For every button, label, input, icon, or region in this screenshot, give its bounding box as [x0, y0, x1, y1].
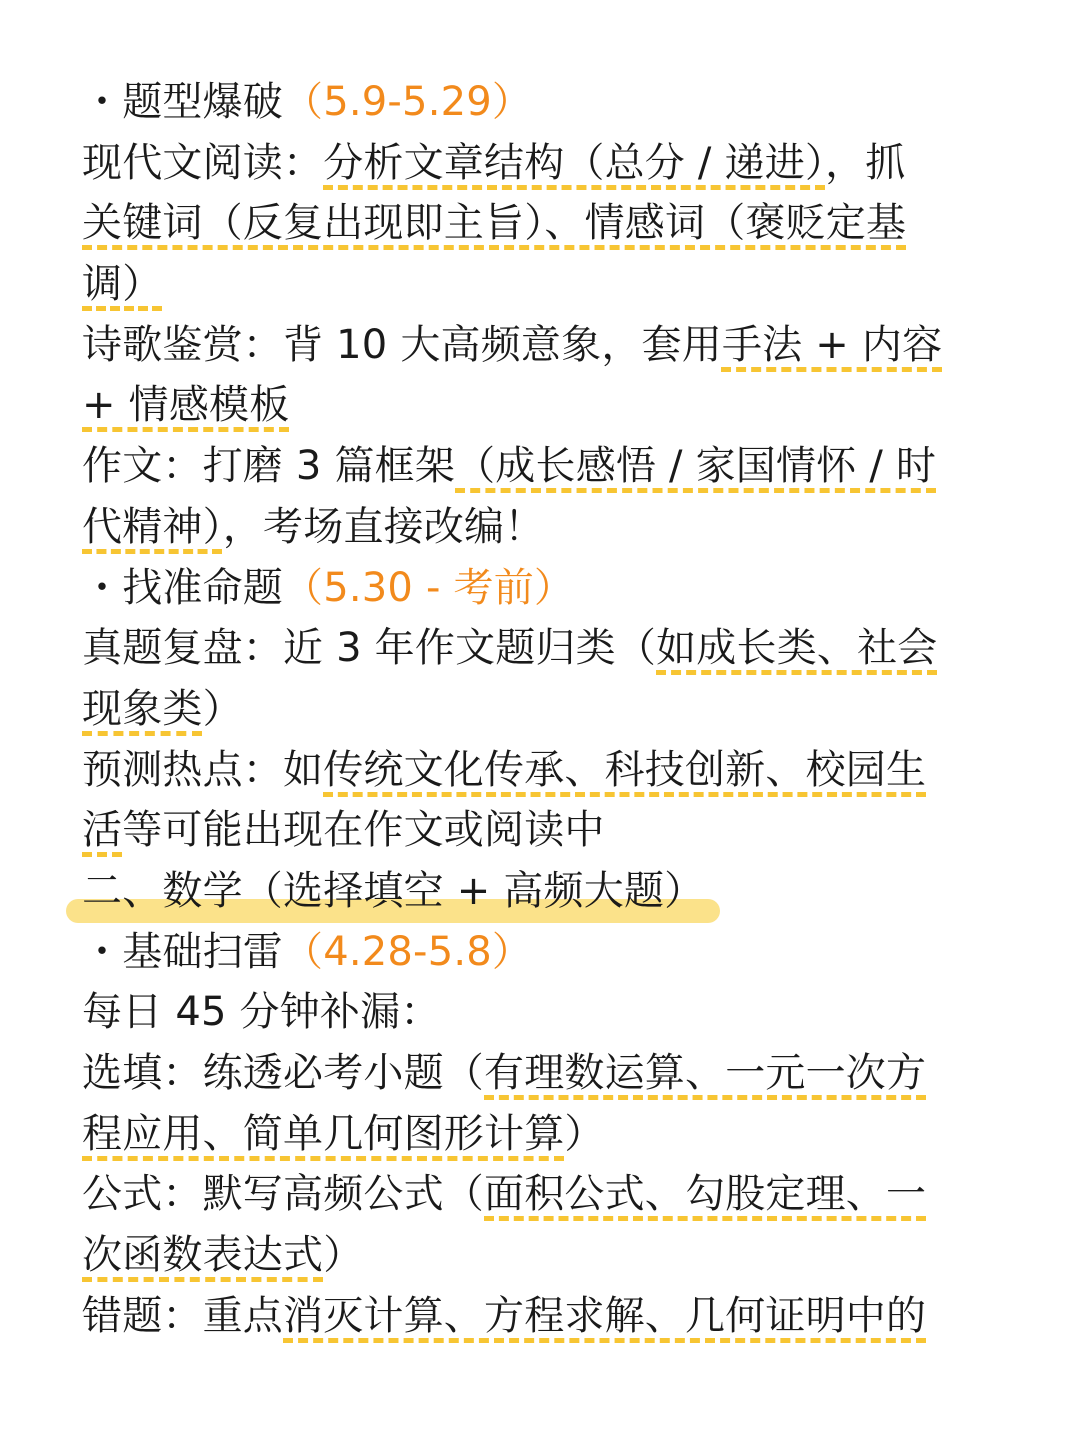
text-line-11: 现象类） [82, 685, 243, 732]
underlined-text: 手法 + 内容 [721, 321, 943, 368]
text-line-6 [82, 375, 998, 436]
text-line-16: 每日 45 分钟补漏： [82, 989, 441, 1036]
text-line-5: 诗歌鉴赏：背 10 大高频意象，套用手法 + 内容 [82, 321, 943, 368]
underlined-text: 分析文章结构（总分 / 递进） [323, 139, 826, 186]
underlined-text: 现象类 [82, 685, 203, 732]
section-bullet-title: ・基础扫雷 [82, 928, 283, 975]
underlined-text: 活 [82, 807, 123, 854]
date-range: （4.28-5.8） [283, 928, 533, 975]
text-line-4 [82, 254, 998, 315]
text-line-21: 错题：重点消灭计算、方程求解、几何证明中的 [82, 1292, 927, 1339]
text-line-7: 作文：打磨 3 篇框架（成长感悟 / 家国情怀 / 时 [82, 443, 937, 490]
text-line-18: 程应用、简单几何图形计算） [82, 1110, 605, 1157]
text-line-19: 公式：默写高频公式（面积公式、勾股定理、一 [82, 1171, 927, 1218]
section-bullet-title: ・找准命题 [82, 564, 283, 611]
text-line-17: 选填：练透必考小题（有理数运算、一元一次方 [82, 1050, 927, 1096]
text-line-15 [82, 922, 998, 983]
underlined-text: 消灭计算、方程求解、几何证明中的 [283, 1292, 927, 1339]
text-line-20: 次函数表达式） [82, 1232, 364, 1279]
underlined-text: （成长感悟 / 家国情怀 / 时 [455, 443, 937, 490]
underlined-text: 如成长类、社会 [656, 625, 938, 672]
text-line-8: 代精神），考场直接改编！ [82, 503, 545, 550]
underlined-text: 代精神） [82, 503, 223, 550]
text-line-14 [82, 861, 998, 922]
underlined-text: 次函数表达式 [82, 1232, 324, 1279]
underlined-text: 有理数运算、一元一次方 [484, 1050, 927, 1096]
underlined-text: 关键词（反复出现即主旨）、情感词（褒贬定基 [82, 200, 907, 247]
text-line-9 [82, 558, 998, 619]
text-line-1 [82, 72, 998, 133]
date-range: （5.9-5.29） [283, 79, 533, 125]
underlined-text: + 情感模板 [82, 382, 290, 429]
date-range: （5.30 - 考前） [283, 564, 575, 611]
underlined-text: 面积公式、勾股定理、一 [484, 1171, 927, 1218]
underlined-text: 程应用、简单几何图形计算 [82, 1110, 565, 1157]
underlined-text: 传统文化传承、科技创新、校园生 [323, 746, 927, 793]
text-line-2: 现代文阅读：分析文章结构（总分 / 递进），抓 [82, 139, 906, 186]
text-line-13: 活等可能出现在作文或阅读中 [82, 807, 605, 854]
underlined-text: 调） [82, 261, 163, 308]
text-line-12: 预测热点：如传统文化传承、科技创新、校园生 [82, 746, 927, 793]
section-heading-highlighted: 二、数学（选择填空 + 高频大题） [80, 861, 716, 922]
text-line-10: 真题复盘：近 3 年作文题归类（如成长类、社会 [82, 625, 938, 672]
section-bullet-title: ・题型爆破 [82, 79, 283, 125]
text-line-3 [82, 193, 998, 254]
